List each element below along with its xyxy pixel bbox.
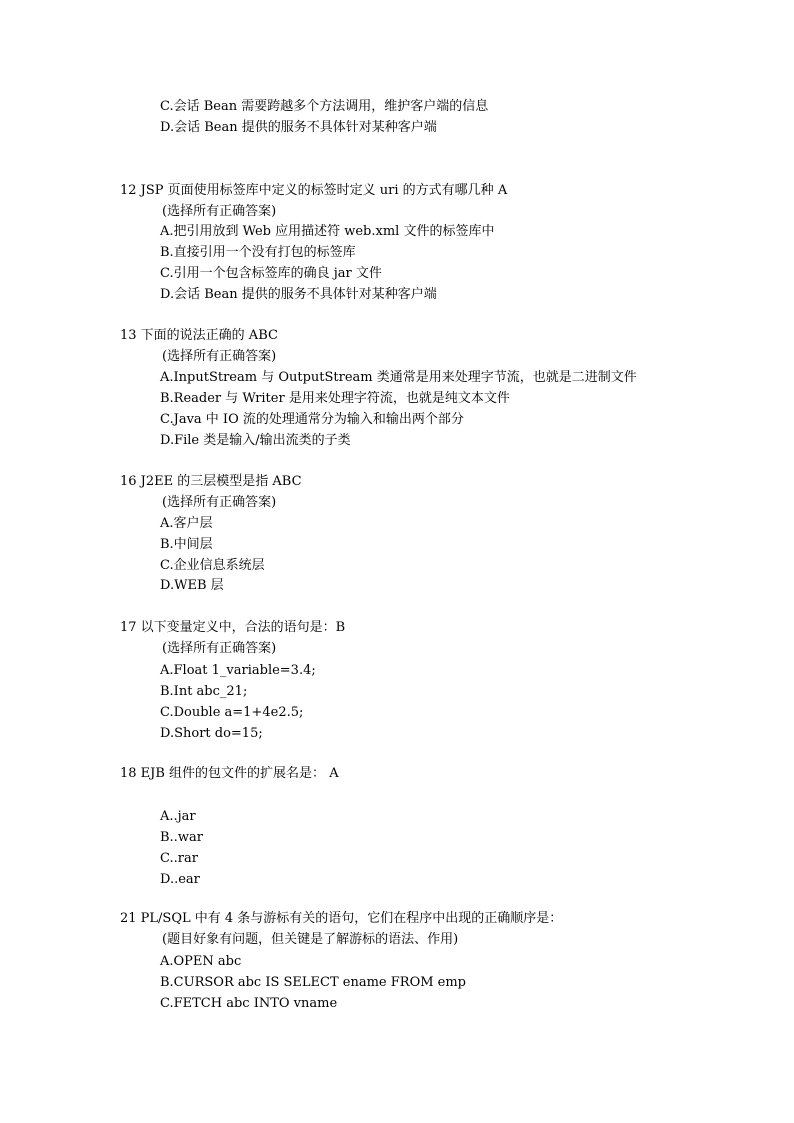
question-18-title: 18 EJB 组件的包文件的扩展名是： A: [120, 766, 339, 781]
question-12-option-d: D.会话 Bean 提供的服务不具体针对某种客户端: [160, 287, 437, 302]
question-16-option-c: C.企业信息系统层: [160, 558, 265, 573]
question-18-option-c: C..rar: [160, 851, 198, 866]
prev-option-c: C.会话 Bean 需要跨越多个方法调用，维护客户端的信息: [160, 99, 489, 114]
question-17-option-c: C.Double a=1+4e2.5;: [160, 705, 304, 720]
question-21-title: 21 PL/SQL 中有 4 条与游标有关的语句，它们在程序中出现的正确顺序是：: [120, 911, 563, 926]
question-13-note: (选择所有正确答案): [162, 349, 277, 364]
question-21-option-c: C.FETCH abc INTO vname: [160, 996, 338, 1011]
question-12-title: 12 JSP 页面使用标签库中定义的标签时定义 uri 的方式有哪几种 A: [120, 183, 508, 198]
question-18-option-b: B..war: [160, 830, 203, 845]
question-16-title: 16 J2EE 的三层模型是指 ABC: [120, 474, 302, 489]
question-12-option-a: A.把引用放到 Web 应用描述符 web.xml 文件的标签库中: [160, 224, 495, 239]
question-17-option-b: B.Int abc_21;: [160, 684, 248, 699]
question-12-option-b: B.直接引用一个没有打包的标签库: [160, 245, 356, 260]
question-21-note: (题目好象有问题，但关键是了解游标的语法、作用): [162, 932, 459, 947]
question-17-option-d: D.Short do=15;: [160, 726, 263, 741]
question-17-title: 17 以下变量定义中，合法的语句是：B: [120, 620, 346, 635]
question-12-note: (选择所有正确答案): [162, 204, 277, 219]
question-13-title: 13 下面的说法正确的 ABC: [120, 328, 278, 343]
question-16-note: (选择所有正确答案): [162, 495, 277, 510]
question-16-option-b: B.中间层: [160, 537, 213, 552]
question-17-note: (选择所有正确答案): [162, 641, 277, 656]
question-18-option-a: A..jar: [160, 809, 196, 824]
prev-option-d: D.会话 Bean 提供的服务不具体针对某种客户端: [160, 120, 437, 135]
question-16-option-d: D.WEB 层: [160, 578, 224, 593]
question-13-option-b: B.Reader 与 Writer 是用来处理字符流，也就是纯文本文件: [160, 391, 510, 406]
question-21-option-b: B.CURSOR abc IS SELECT ename FROM emp: [160, 975, 467, 990]
question-16-option-a: A.客户层: [160, 516, 213, 531]
question-13-option-a: A.InputStream 与 OutputStream 类通常是用来处理字节流，也就是二进制文件: [160, 370, 637, 385]
question-21-option-a: A.OPEN abc: [160, 954, 242, 969]
question-13-option-d: D.File 类是输入/输出流类的子类: [160, 433, 351, 448]
question-13-option-c: C.Java 中 IO 流的处理通常分为输入和输出两个部分: [160, 412, 464, 427]
question-12-option-c: C.引用一个包含标签库的确良 jar 文件: [160, 266, 382, 281]
question-17-option-a: A.Float 1_variable=3.4;: [160, 663, 316, 678]
question-18-option-d: D..ear: [160, 872, 200, 887]
